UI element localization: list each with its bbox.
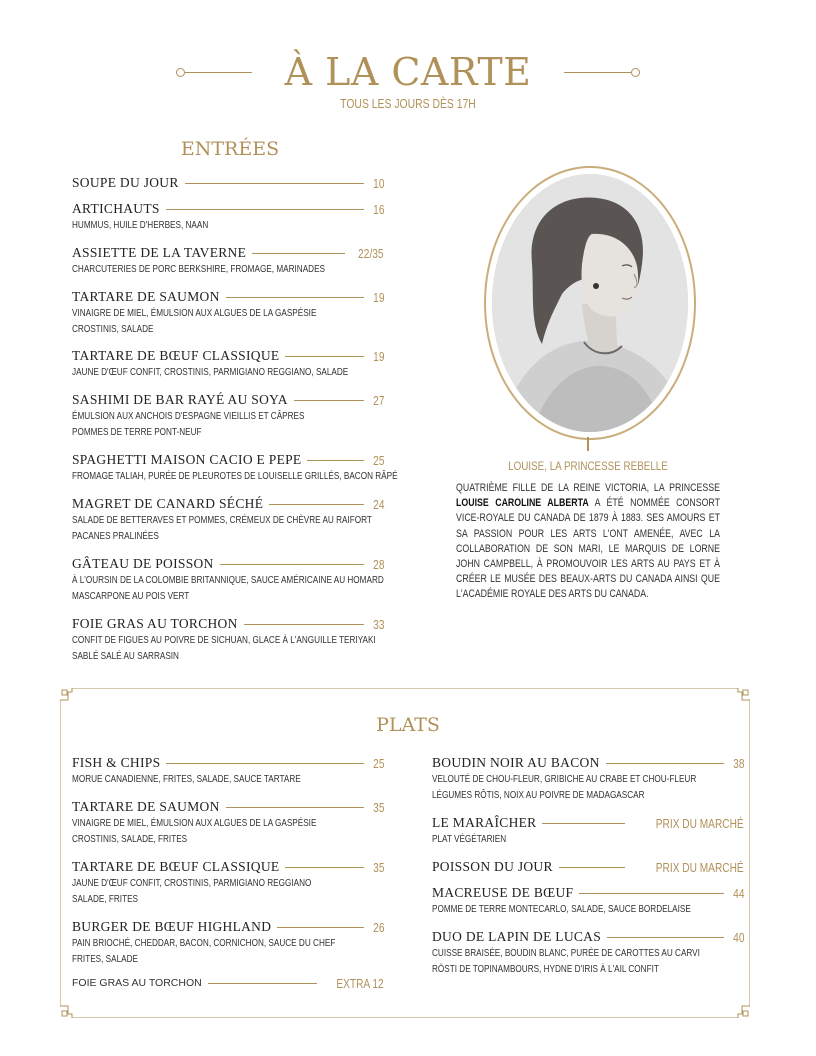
menu-item-name: DUO DE LAPIN DE LUCAS xyxy=(432,929,602,944)
menu-item-row xyxy=(72,348,384,364)
menu-item-description: FROMAGE TALIAH, PURÉE DE PLEUROTES DE LOUISELLE GRILLÉS, BACON RÂPÉ xyxy=(72,470,398,482)
menu-item xyxy=(72,616,384,664)
menu-item-description: CROSTINIS, SALADE xyxy=(72,323,154,335)
bio-text-start: QUATRIÈME FILLE DE LA REINE VICTORIA, LA PRINCESSE xyxy=(456,482,720,494)
menu-item-name: BOUDIN NOIR AU BACON xyxy=(432,755,600,770)
menu-item-row xyxy=(72,919,384,935)
menu-item-row xyxy=(72,245,384,261)
menu-item xyxy=(432,815,744,847)
menu-item-price: 19 xyxy=(372,289,384,305)
menu-item-name: MACREUSE DE BŒUF xyxy=(432,885,574,900)
menu-item xyxy=(72,245,384,277)
menu-item-row xyxy=(432,929,744,945)
menu-item xyxy=(432,929,744,977)
menu-item-row xyxy=(72,175,384,191)
menu-item-price: PRIX DU MARCHÉ xyxy=(656,859,744,875)
leader-line xyxy=(307,460,363,461)
menu-item-row xyxy=(432,859,744,875)
menu-item-name: ARTICHAUTS xyxy=(72,201,160,216)
portrait-bio xyxy=(456,481,720,603)
menu-item-description: CHARCUTERIES DE PORC BERKSHIRE, FROMAGE, MARINADES xyxy=(72,263,326,275)
extra-item-price: EXTRA 12 xyxy=(336,975,384,991)
menu-item-description: POMME DE TERRE MONTECARLO, SALADE, SAUCE BORDELAISE xyxy=(432,903,691,915)
menu-item-name: TARTARE DE SAUMON xyxy=(72,289,220,304)
menu-item-description: CROSTINIS, SALADE, FRITES xyxy=(72,833,188,845)
menu-item-row xyxy=(72,452,384,468)
leader-line xyxy=(285,867,363,868)
menu-item xyxy=(72,755,384,787)
menu-item-description: SALADE DE BETTERAVES ET POMMES, CRÉMEUX DE CHÈVRE AU RAIFORT xyxy=(72,514,372,526)
menu-item-description: VELOUTÉ DE CHOU-FLEUR, GRIBICHE AU CRABE ET CHOU-FLEUR xyxy=(432,773,697,785)
leader-line xyxy=(607,937,723,938)
leader-line xyxy=(606,763,724,764)
menu-item-price: 22/35 xyxy=(358,245,384,261)
leader-line xyxy=(185,183,364,184)
menu-item-price: 25 xyxy=(372,755,384,771)
menu-item-name: BURGER DE BŒUF HIGHLAND xyxy=(72,919,272,934)
menu-item-row xyxy=(72,392,384,408)
entrees-title: ENTRÉES xyxy=(180,138,280,160)
menu-item-name: MAGRET DE CANARD SÉCHÉ xyxy=(72,496,264,511)
menu-item-description: CUISSE BRAISÉE, BOUDIN BLANC, PURÉE DE CAROTTES AU CARVI xyxy=(432,947,700,959)
menu-item-description: À L'OURSIN DE LA COLOMBIE BRITANNIQUE, SAUCE AMÉRICAINE AU HOMARD xyxy=(72,574,384,586)
menu-item-row xyxy=(72,859,384,875)
menu-item xyxy=(72,496,384,544)
menu-item-row xyxy=(72,556,384,572)
menu-item-price: 38 xyxy=(732,755,744,771)
menu-item-description: LÉGUMES RÔTIS, NOIX AU POIVRE DE MADAGASCAR xyxy=(432,789,645,801)
portrait-image xyxy=(492,174,688,432)
menu-item-description: FRITES, SALADE xyxy=(72,953,138,965)
menu-item-description: JAUNE D'ŒUF CONFIT, CROSTINIS, PARMIGIANO REGGIANO, SALADE xyxy=(72,366,349,378)
leader-line xyxy=(220,564,364,565)
menu-item-description: SALADE, FRITES xyxy=(72,893,138,905)
portrait-frame xyxy=(484,166,696,440)
menu-item-row xyxy=(72,201,384,217)
leader-line xyxy=(559,867,626,868)
leader-line xyxy=(166,763,363,764)
menu-item-price: 35 xyxy=(372,799,384,815)
menu-item-row xyxy=(72,289,384,305)
plats-title: PLATS xyxy=(376,714,440,736)
menu-item-price: 27 xyxy=(372,392,384,408)
menu-item-row xyxy=(72,755,384,771)
menu-item xyxy=(432,859,744,875)
menu-item xyxy=(72,289,384,337)
menu-item-description: PAIN BRIOCHÉ, CHEDDAR, BACON, CORNICHON, SAUCE DU CHEF xyxy=(72,937,336,949)
bio-name-bold: LOUISE CAROLINE ALBERTA xyxy=(456,497,589,510)
extra-item xyxy=(72,975,384,991)
menu-item-description: SABLÉ SALÉ AU SARRASIN xyxy=(72,650,179,662)
menu-item-name: GÂTEAU DE POISSON xyxy=(72,556,214,571)
menu-item-description: CONFIT DE FIGUES AU POIVRE DE SICHUAN, GLACE À L'ANGUILLE TERIYAKI xyxy=(72,634,376,646)
menu-item-price: 25 xyxy=(372,452,384,468)
menu-item xyxy=(72,919,384,967)
menu-item-name: TARTARE DE BŒUF CLASSIQUE xyxy=(72,348,280,363)
menu-item-price: 35 xyxy=(372,859,384,875)
menu-item xyxy=(72,201,384,233)
leader-line xyxy=(542,823,625,824)
menu-item-row xyxy=(432,755,744,771)
page-subtitle: TOUS LES JOURS DÈS 17H xyxy=(340,96,476,111)
menu-item-name: POISSON DU JOUR xyxy=(432,859,553,874)
bio-text-end: A ÉTÉ NOMMÉE CONSORT VICE-ROYALE DU CANADA DE 1879 À 1883. SES AMOURS ET SA PASSION POUR LES ARTS L'ONT AMENÉE, AVEC LA COLLABORATION DE SON MARI, LE MARQUIS DE LORNE JOHN CAMPBELL, À PROMOUVOIR LES ARTS AU PAYS ET À CRÉER LE MUSÉE DES BEAUX-ARTS DU CANADA AINSI QUE L'ACADÉMIE ROYALE DES ARTS DU CANADA. xyxy=(456,497,720,601)
menu-item-price: 26 xyxy=(372,919,384,935)
leader-line xyxy=(579,893,723,894)
menu-item-name: TARTARE DE SAUMON xyxy=(72,799,220,814)
leader-line xyxy=(252,253,345,254)
menu-item xyxy=(432,755,744,803)
menu-item-description: PACANES PRALINÉES xyxy=(72,530,159,542)
menu-item-price: 16 xyxy=(372,201,384,217)
leader-line xyxy=(244,624,364,625)
menu-item xyxy=(72,392,384,440)
menu-item-price: 28 xyxy=(372,556,384,572)
menu-item-name: ASSIETTE DE LA TAVERNE xyxy=(72,245,247,260)
menu-item-name: TARTARE DE BŒUF CLASSIQUE xyxy=(72,859,280,874)
menu-item xyxy=(72,859,384,907)
menu-item-description: VINAIGRE DE MIEL, ÉMULSION AUX ALGUES DE LA GASPÉSIE xyxy=(72,817,317,829)
menu-item-row xyxy=(432,885,744,901)
menu-item-price: 24 xyxy=(372,496,384,512)
menu-item xyxy=(72,175,384,191)
menu-item-name: SPAGHETTI MAISON CACIO E PEPE xyxy=(72,452,302,467)
menu-item-row xyxy=(432,815,744,831)
page-title: À LA CARTE xyxy=(284,50,532,94)
menu-item-price: 10 xyxy=(372,175,384,191)
menu-item-row xyxy=(72,496,384,512)
menu-item-name: FOIE GRAS AU TORCHON xyxy=(72,616,238,631)
leader-line xyxy=(269,504,363,505)
menu-item-price: 19 xyxy=(372,348,384,364)
menu-item xyxy=(72,452,398,484)
menu-item-name: FISH & CHIPS xyxy=(72,755,161,770)
menu-item-description: JAUNE D'ŒUF CONFIT, CROSTINIS, PARMIGIANO REGGIANO xyxy=(72,877,312,889)
menu-item xyxy=(432,885,744,917)
menu-item-name: LE MARAÎCHER xyxy=(432,815,537,830)
leader-line xyxy=(285,356,363,357)
menu-item-description: RÖSTI DE TOPINAMBOURS, HYDNE D'IRIS À L'AIL CONFIT xyxy=(432,963,659,975)
menu-item xyxy=(72,348,384,380)
menu-item-description: POMMES DE TERRE PONT-NEUF xyxy=(72,426,202,438)
menu-item-description: PLAT VÉGÉTARIEN xyxy=(432,833,507,845)
menu-item-price: PRIX DU MARCHÉ xyxy=(656,815,744,831)
leader-line xyxy=(277,927,363,928)
extra-item-name: FOIE GRAS AU TORCHON xyxy=(72,977,202,989)
menu-item-price: 33 xyxy=(372,616,384,632)
leader-line xyxy=(226,297,364,298)
menu-item-price: 40 xyxy=(732,929,744,945)
menu-item xyxy=(72,799,384,847)
portrait-illustration xyxy=(492,174,688,432)
menu-item-name: SASHIMI DE BAR RAYÉ AU SOYA xyxy=(72,392,288,407)
menu-item-row xyxy=(72,616,384,632)
menu-item-description: VINAIGRE DE MIEL, ÉMULSION AUX ALGUES DE LA GASPÉSIE xyxy=(72,307,317,319)
menu-item-description: MASCARPONE AU POIS VERT xyxy=(72,590,190,602)
menu-item-price: 44 xyxy=(732,885,744,901)
menu-item-description: HUMMUS, HUILE D'HERBES, NAAN xyxy=(72,219,209,231)
menu-item-name: SOUPE DU JOUR xyxy=(72,175,179,190)
leader-line xyxy=(294,400,364,401)
menu-item xyxy=(72,556,384,604)
menu-item-row xyxy=(72,799,384,815)
portrait-caption: LOUISE, LA PRINCESSE REBELLE xyxy=(508,459,668,473)
leader-line xyxy=(208,983,318,984)
menu-item-description: MORUE CANADIENNE, FRITES, SALADE, SAUCE TARTARE xyxy=(72,773,301,785)
portrait-connector xyxy=(587,437,589,451)
leader-line xyxy=(226,807,364,808)
leader-line xyxy=(166,209,364,210)
menu-item-description: ÉMULSION AUX ANCHOIS D'ESPAGNE VIEILLIS ET CÂPRES xyxy=(72,410,305,422)
